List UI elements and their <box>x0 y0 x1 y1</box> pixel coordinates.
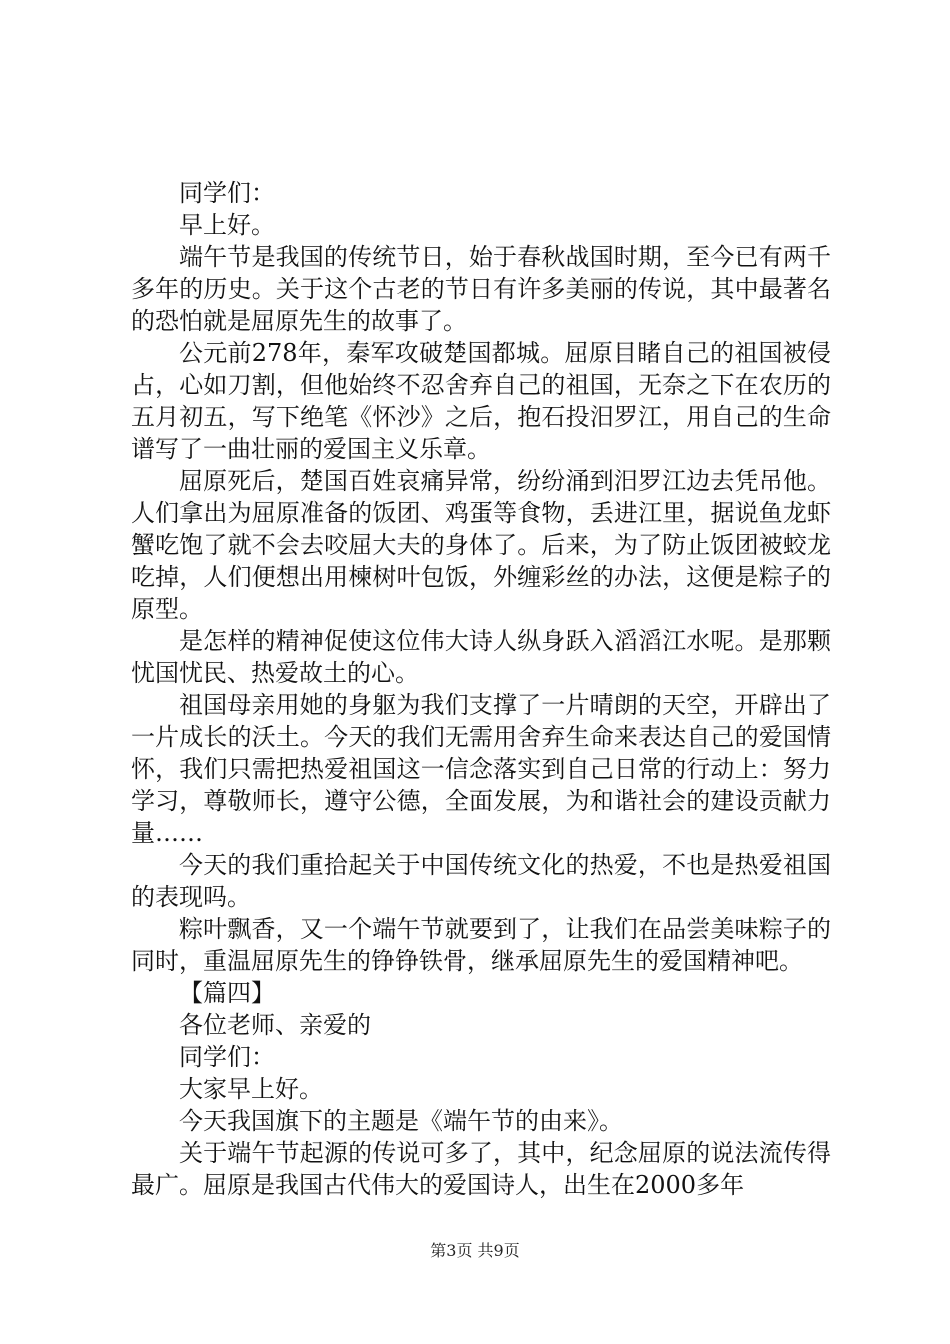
paragraph-address-teachers: 各位老师、亲爱的 <box>179 1011 371 1039</box>
paragraph-address-students: 同学们： <box>179 1043 275 1071</box>
paragraph-dragon-boat-intro: 端午节是我国的传统节日，始于春秋战国时期，至今已有两千多年的历史。关于这个古老的节日有许多美丽的传说，其中最著名的恐怕就是屈原先生的故事了。 <box>131 243 831 335</box>
paragraph-qu-yuan-history: 公元前278年，秦军攻破楚国都城。屈原目睹自己的祖国被侵占，心如刀割，但他始终不忍舍弃自己的祖国，无奈之下在农历的五月初五，写下绝笔《怀沙》之后，抱石投汨罗江，用自己的生命谱写了一曲壮丽的爱国主义乐章。 <box>131 339 831 463</box>
section-heading: 【篇四】 <box>179 979 275 1007</box>
paragraph-topic: 今天我国旗下的主题是《端午节的由来》。 <box>179 1107 623 1135</box>
paragraph-patriotic-spirit: 是怎样的精神促使这位伟大诗人纵身跃入滔滔江水呢。是那颗忧国忧民、热爱故土的心。 <box>131 627 831 687</box>
paragraph-good-morning: 早上好。 <box>179 211 275 239</box>
paragraph-zongzi-origin: 屈原死后，楚国百姓哀痛异常，纷纷涌到汨罗江边去凭吊他。人们拿出为屈原准备的饭团、鸡蛋等食物，丢进江里，据说鱼龙虾蟹吃饱了就不会去咬屈大夫的身体了。后来，为了防止饭团被蛟龙吃掉，人们便想出用楝树叶包饭，外缠彩丝的办法，这便是粽子的原型。 <box>131 467 831 623</box>
paragraph-greeting-all: 大家早上好。 <box>179 1075 323 1103</box>
paragraph-legend: 关于端午节起源的传说可多了，其中，纪念屈原的说法流传得最广。屈原是我国古代伟大的爱国诗人，出生在2000多年 <box>131 1139 831 1199</box>
document-body <box>131 177 831 1201</box>
paragraph-motherland: 祖国母亲用她的身躯为我们支撑了一片晴朗的天空，开辟出了一片成长的沃土。今天的我们无需用舍弃生命来表达自己的爱国情怀，我们只需把热爱祖国这一信念落实到自己日常的行动上：努力学习，尊敬师长，遵守公德，全面发展，为和谐社会的建设贡献力量…… <box>131 691 831 847</box>
page-footer: 第3页 共9页 <box>430 1241 520 1260</box>
paragraph-traditional-culture: 今天的我们重拾起关于中国传统文化的热爱，不也是热爱祖国的表现吗。 <box>131 851 831 911</box>
paragraph-greeting: 同学们： <box>179 179 275 207</box>
paragraph-closing: 粽叶飘香，又一个端午节就要到了，让我们在品尝美味粽子的同时，重温屈原先生的铮铮铁骨，继承屈原先生的爱国精神吧。 <box>131 915 831 975</box>
